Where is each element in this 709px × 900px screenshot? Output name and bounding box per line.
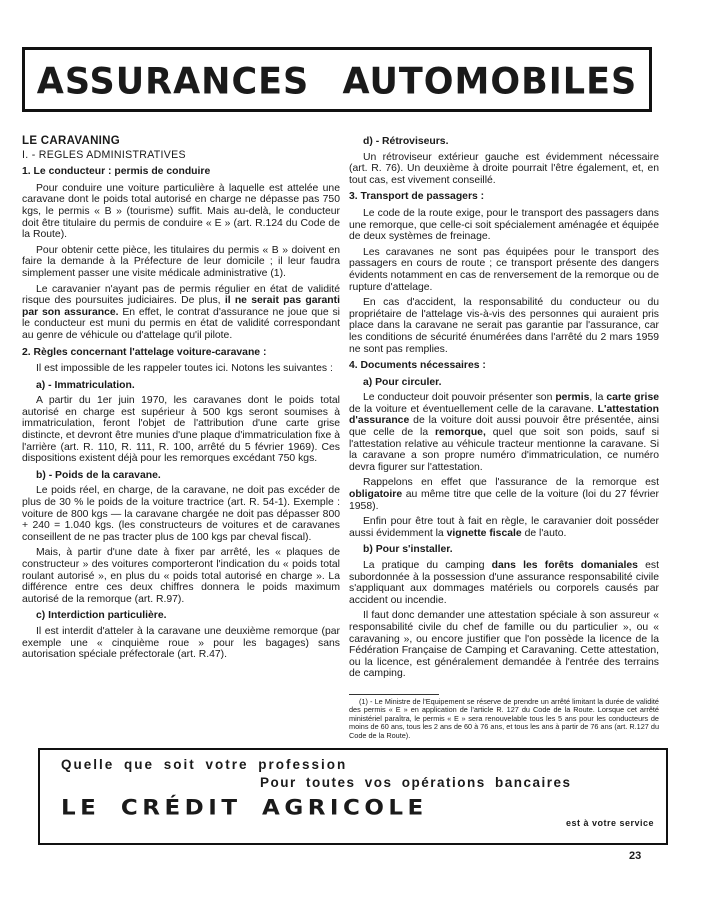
heading-text: a) - Immatriculation. (36, 379, 135, 391)
paragraph: Les caravanes ne sont pas équipées pour le transport des passagers en cours de route ; ce transport présente des dangers évidents notamment en cas de renversement de la remorque ou de rupture d'attelage. (349, 246, 659, 293)
paragraph: Pour conduire une voiture particulière à laquelle est attelée une caravane dont le poids total autorisé en charge ne dépasse pas 750 kgs, le permis « B » (tourisme) suffit. Mais au-delà, le conducteur doit être titulaire du permis de conduire « E » (art. R.124 du Code de la Route). (22, 182, 340, 241)
text: de l'auto. (521, 527, 567, 539)
footnote-text: (1) - Le Ministre de l'Equipement se réserve de prendre un arrêté limitant la durée de validité des permis « E » en application de l'article R. 127 du Code de la Route. Lorsque cet arrêté ministériel paraîtra, le permis « E » sera renouvelable tous les 5 ans pour les conducteurs de moins de 60 ans, tous les 2 ans de 60 à 76 ans, et tous les ans à partir de 76 ans (art. R.127 du Code de la Route). (349, 696, 659, 740)
paragraph: Il est interdit d'atteler à la caravane une deuxième remorque (par exemple une « cinquième roue » pour les bagages) sans autorisation spéciale préfectorale (art. R.47). (22, 625, 340, 661)
bold-text: il ne serait pas garanti par son assurance. (22, 295, 340, 318)
footnote (349, 694, 659, 740)
ad-brand: LE CRÉDIT AGRICOLE (61, 796, 428, 820)
heading-circuler (363, 377, 659, 389)
heading-immatriculation (36, 380, 340, 392)
paragraph: Pour obtenir cette pièce, les titulaires du permis « B » doivent en faire la demande à la Préfecture de leur domicile ; il leur faudra simplement passer une visite médicale administrative (1). (22, 244, 340, 279)
text: La pratique du camping (363, 560, 492, 571)
paragraph: Mais, à partir d'une date à fixer par arrêté, les « plaques de constructeur » des voitures comporteront l'indication du « poids total roulant autorisé », en plus du « poids total autorisé en charge ». La différence entre ces deux chiffres donnera le poids maximum autorisé de la remorque (art. R.97). (22, 547, 340, 605)
paragraph: En cas d'accident, la responsabilité du conducteur ou du propriétaire de l'attelage vis-à-vis des personnes qui auraient pris place dans la caravane ne serait pas garantie par l'assurance, car les conditions de sécurité énumérées dans l'arrêté du 2 mars 1959 ne sont pas remplies. (349, 297, 659, 355)
text: de la voiture et éventuellement celle de la caravane. (349, 403, 598, 415)
footnote-rule (349, 694, 439, 695)
ad-line-2: Pour toutes vos opérations bancaires (260, 775, 572, 790)
bold-text: remorque, (435, 427, 486, 439)
text: de la voiture doit aussi pouvoir être présentée, ainsi que celle de la (349, 415, 659, 439)
bold-text: L'attestation d'assurance (349, 403, 659, 427)
heading-text: 3. Transport de passagers : (349, 191, 485, 203)
title-banner (22, 47, 652, 112)
page-number: 23 (629, 850, 642, 862)
heading-poids (36, 470, 340, 482)
paragraph: Il faut donc demander une attestation spéciale à son assureur « responsabilité civile du chef de famille ou du particulier », ou « caravaning », ou encore justifier que l'on possède la licence de la Fédération Française de Camping et Caravaning. Cette attestation, ou la licence, est généralement demandée à l'entrée des terrains de camping. (349, 610, 659, 680)
heading-conducteur-text: 1. Le conducteur : permis de conduire (22, 166, 211, 178)
heading-text: b) Pour s'installer. (363, 544, 453, 556)
paragraph: Il est impossible de les rappeler toutes ici. Notons les suivantes : (36, 363, 333, 375)
heading-installer (363, 544, 659, 556)
heading-transport (349, 191, 659, 203)
heading-retroviseurs (363, 136, 659, 148)
paragraph (349, 560, 659, 606)
paragraph (22, 284, 340, 342)
right-column (349, 136, 659, 740)
heading-interdiction (36, 610, 340, 622)
text: quel que soit son poids, sauf si l'attestation relative au véhicule tracteur mentionne la caravane. Si la caravane a son propre numéro d'immatriculation, ce numéro devra figurer sur l'attestation. (349, 427, 659, 473)
ad-service: est à votre service (565, 818, 654, 828)
bold-text: obligatoire (349, 489, 403, 501)
text: Le caravanier n'ayant pas de permis régulier en état de validité risque des poursuites judiciaires. De plus, (22, 283, 340, 307)
paragraph: Le code de la route exige, pour le transport des passagers dans une remorque, que celle-ci soit spécialement aménagée et équipée de deux systèmes de freinage. (349, 207, 659, 243)
text: , la (589, 392, 607, 404)
paragraph: A partir du 1er juin 1970, les caravanes dont le poids total autorisé en charge est supérieur à 500 kgs seront soumises à immatriculation, feront l'objet de l'attribution d'une carte grise distincte, et devront être munies d'une plaque d'immatriculation fixe à l'arrière (art. R. 110, R. 111, R. 100, arrêté du 5 février 1969). Ces dispositions existent déjà pour les remorques excédant 750 kgs. (22, 395, 340, 465)
advertisement-box (38, 748, 668, 845)
heading-text: 4. Documents nécessaires : (349, 360, 486, 372)
text: au même titre que celle de la voiture (loi du 27 février 1958). (349, 489, 659, 512)
paragraph: Le poids réel, en charge, de la caravane, ne doit pas excéder de plus de 30 % le poids de la voiture tractrice (art. R. 54-1). Exemple : voiture de 800 kgs — la caravane chargée ne doit pas dépasser 800 + 240 = 1.040 kgs. (les constructeurs de voitures et de caravanes conseillent de ne pas tracter plus de 100 kgs par cheval fiscal). (22, 485, 340, 543)
bold-text: dans les forêts domaniales (491, 560, 638, 571)
bold-text: carte grise (606, 392, 659, 404)
paragraph: Un rétroviseur extérieur gauche est évidemment nécessaire (art. R. 76). Un deuxième à droite pourrait l'être également, et, en tout cas, est vivement conseillé. (349, 151, 659, 186)
text: Le conducteur doit pouvoir présenter son (363, 392, 556, 404)
text: Enfin pour être tout à fait en règle, le caravanier doit posséder aussi évidemment la (349, 516, 659, 539)
text: Rappelons en effet que l'assurance de la remorque est (363, 477, 659, 489)
heading-documents (349, 360, 659, 372)
left-column (22, 136, 340, 665)
heading-conducteur (22, 166, 340, 178)
heading-text: c) Interdiction particulière. (36, 610, 167, 622)
heading-text: b) - Poids de la caravane. (36, 469, 161, 481)
paragraph (349, 392, 659, 473)
paragraph (349, 516, 659, 539)
heading-attelage-text: 2. Règles concernant l'attelage voiture-caravane : (22, 346, 267, 358)
subsection-title: I. - REGLES ADMINISTRATIVES (22, 148, 186, 161)
bold-text: permis (555, 392, 590, 404)
heading-text: d) - Rétroviseurs. (363, 136, 449, 147)
heading-text: a) Pour circuler. (363, 376, 442, 388)
bold-text: vignette fiscale (446, 527, 522, 539)
paragraph (349, 477, 659, 512)
section-title: LE CARAVANING (22, 135, 121, 147)
page-title: ASSURANCES AUTOMOBILES (36, 61, 638, 103)
text: est subordonnée à la possession d'une assurance responsabilité civile s'appliquant aux dommages matériels ou corporels causés par accident ou incendie. (349, 560, 659, 606)
text: En effet, le contrat d'assurance ne joue que si le conducteur est muni du permis en état de validité correspondant au genre de véhicule ou d'attelage qu'il pilote. (22, 306, 340, 341)
ad-line-1: Quelle que soit votre profession (61, 757, 348, 772)
heading-attelage (22, 347, 340, 359)
